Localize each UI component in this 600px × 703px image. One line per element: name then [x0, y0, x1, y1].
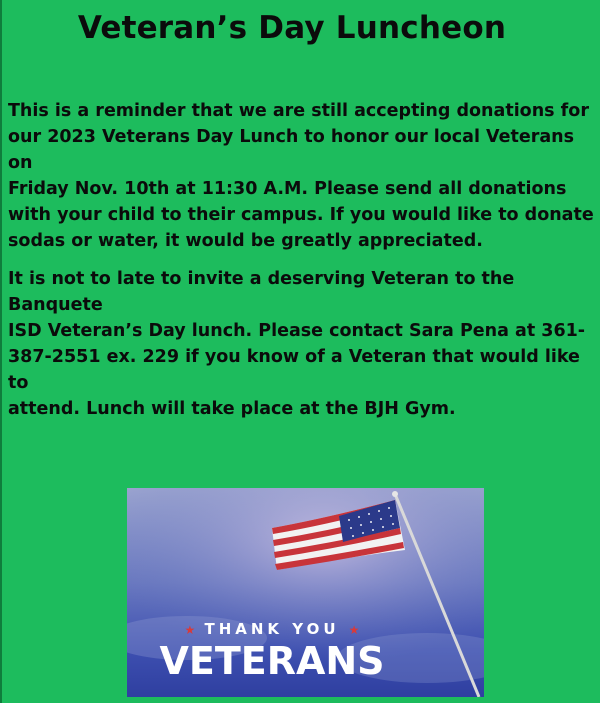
star-icon: ★ — [184, 623, 196, 637]
star-icon: ★ — [348, 623, 360, 637]
veterans-label: VETERANS — [159, 639, 385, 683]
thank-you-text: THANK YOU — [204, 620, 340, 638]
page-title: Veteran’s Day Luncheon — [77, 10, 507, 46]
thank-you-veterans-banner — [127, 488, 484, 697]
donation-reminder-paragraph: This is a reminder that we are still accepting donations for our 2023 Veterans Day Lunch to honor our local Veterans on Friday Nov. 10th at 11:30 A.M. Please send all donations with your child to their campus. If you would like to donate sodas or water, it would be greatly appreciated. — [8, 101, 594, 251]
invite-veteran-paragraph: It is not to late to invite a deserving Veteran to the Banquete ISD Veteran’s Day lunch. Please contact Sara Pena at 361- 387-2551 ex. 229 if you know of a Veteran that would like to attend. Lunch will take place at the BJH Gym. — [8, 269, 586, 419]
thank-you-label — [127, 620, 417, 638]
